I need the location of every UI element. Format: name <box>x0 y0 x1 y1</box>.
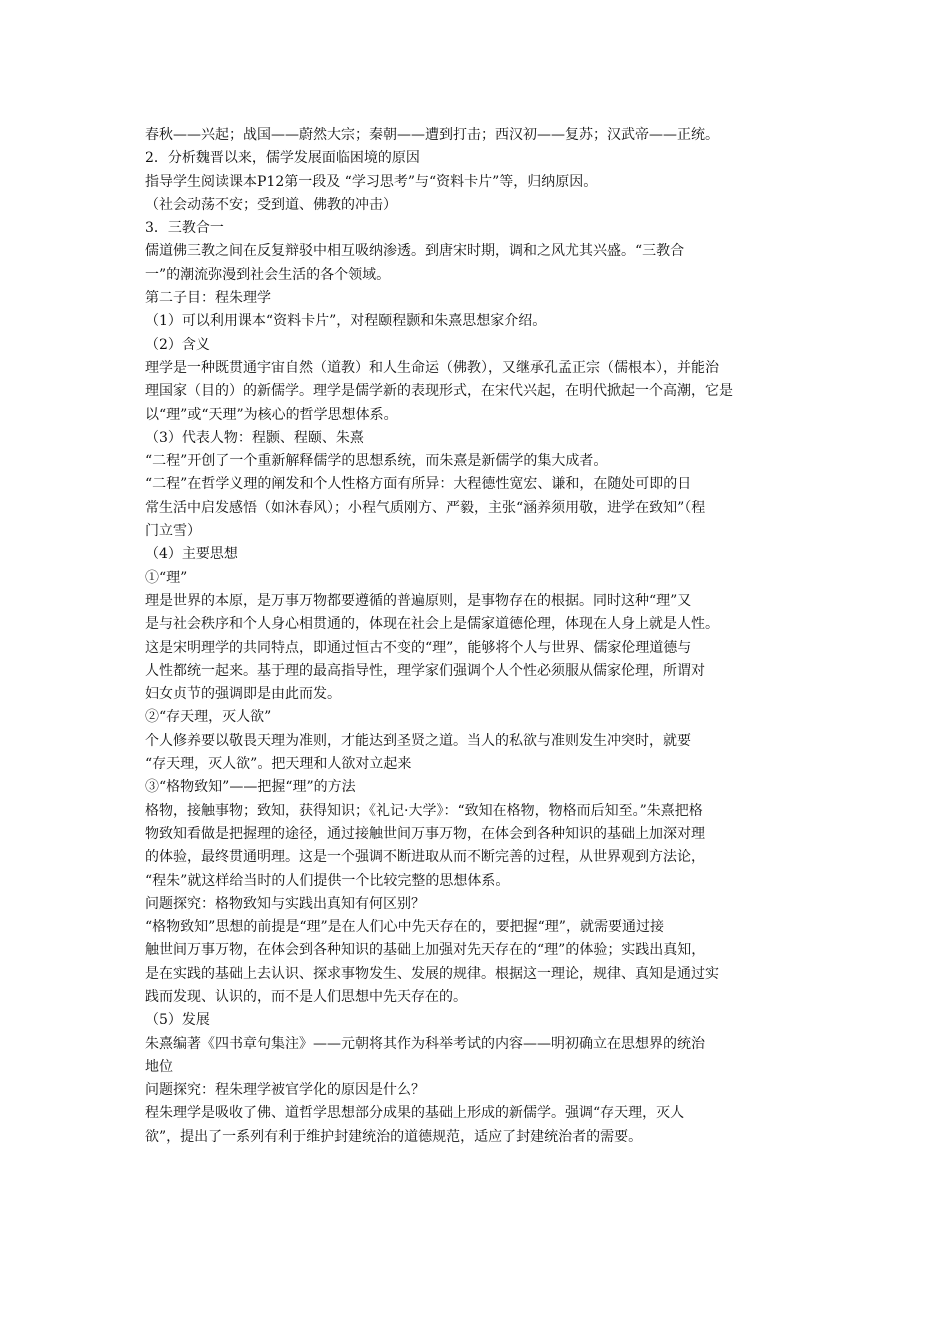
text-line: （3）代表人物：程颢、程颐、朱熹 <box>145 429 364 446</box>
text-line: ①“理” <box>145 569 188 586</box>
text-line: “二程”开创了一个重新解释儒学的思想系统，而朱熹是新儒学的集大成者。 <box>145 453 608 470</box>
text-line: 3．三教合一 <box>145 220 224 237</box>
text-line: （4）主要思想 <box>145 546 238 563</box>
text-line: 问题探究：格物致知与实践出真知有何区别？ <box>145 895 425 912</box>
text-line: 妇女贞节的强调即是由此而发。 <box>145 686 341 703</box>
text-line: （1）可以利用课本“资料卡片”，对程颐程颢和朱熹思想家介绍。 <box>145 313 547 330</box>
text-line: 触世间万事万物，在体会到各种知识的基础上加强对先天存在的“理”的体验；实践出真知， <box>145 942 706 959</box>
text-line: 门立雪） <box>145 523 201 540</box>
text-line: 第二子目：程朱理学 <box>145 290 271 307</box>
text-line: 一”的潮流弥漫到社会生活的各个领域。 <box>145 266 391 283</box>
text-line: “存天理，灭人欲”。把天理和人欲对立起来 <box>145 756 412 773</box>
text-line: 个人修养要以敬畏天理为准则，才能达到圣贤之道。当人的私欲与准则发生冲突时，就要 <box>145 732 691 749</box>
text-line: “格物致知”思想的前提是“理”是在人们心中先天存在的，要把握“理”，就需要通过接 <box>145 919 664 936</box>
text-line: “程朱”就这样给当时的人们提供一个比较完整的思想体系。 <box>145 872 510 889</box>
text-line: 践而发现、认识的，而不是人们思想中先天存在的。 <box>145 988 467 1005</box>
text-line: 欲”，提出了一系列有利于维护封建统治的道德规范，适应了封建统治者的需要。 <box>145 1128 643 1145</box>
text-line: （2）含义 <box>145 336 210 353</box>
text-line: （5）发展 <box>145 1012 210 1029</box>
text-line: ③“格物致知”——把握“理”的方法 <box>145 779 356 796</box>
text-line: 常生活中启发感悟（如沐春风）；小程气质刚方、严毅，主张“涵养须用敬，进学在致知”（程 <box>145 499 706 516</box>
document-page <box>145 124 815 1149</box>
text-line: （社会动荡不安；受到道、佛教的冲击） <box>145 196 397 213</box>
text-line: 2．分析魏晋以来，儒学发展面临困境的原因 <box>145 150 420 167</box>
text-line: 格物，接触事物；致知，获得知识；《礼记·大学》：“致知在格物，物格而后知至。”朱熹把格 <box>145 802 703 819</box>
text-line: 指导学生阅读课本P12第一段及 “学习思考”与“资料卡片”等，归纳原因。 <box>145 173 598 190</box>
text-line: 儒道佛三教之间在反复辩驳中相互吸纳渗透。到唐宋时期，调和之风尤其兴盛。“三教合 <box>145 243 685 260</box>
text-line: 春秋——兴起；战国——蔚然大宗；秦朝——遭到打击；西汉初——复苏；汉武帝——正统。 <box>145 127 719 143</box>
text-line: 物致知看做是把握理的途径，通过接触世间万事万物，在体会到各种知识的基础上加深对理 <box>145 825 705 842</box>
text-line: 人性都统一起来。基于理的最高指导性，理学家们强调个人个性必须服从儒家伦理，所谓对 <box>145 662 705 679</box>
text-line: 是与社会秩序和个人身心相贯通的，体现在社会上是儒家道德伦理，体现在人身上就是人性。 <box>145 616 719 633</box>
text-line: 地位 <box>145 1058 173 1075</box>
text-line: 理国家（目的）的新儒学。理学是儒学新的表现形式，在宋代兴起，在明代掀起一个高潮，它是 <box>145 383 733 400</box>
text-line: ②“存天理，灭人欲” <box>145 709 272 726</box>
text-line: 理学是一种既贯通宇宙自然（道教）和人生命运（佛教），又继承孔孟正宗（儒根本），并能治 <box>145 359 719 376</box>
text-line: 是在实践的基础上去认识、探求事物发生、发展的规律。根据这一理论，规律、真知是通过实 <box>145 965 719 982</box>
text-line: “二程”在哲学义理的阐发和个人性格方面有所异：大程德性宽宏、谦和，在随处可即的日 <box>145 476 692 493</box>
text-line: 的体验，最终贯通明理。这是一个强调不断进取从而不断完善的过程，从世界观到方法论， <box>145 849 705 866</box>
text-line: 这是宋明理学的共同特点，即通过恒古不变的“理”，能够将个人与世界、儒家伦理道德与 <box>145 639 692 656</box>
text-line: 问题探究：程朱理学被官学化的原因是什么？ <box>145 1082 425 1099</box>
text-line: 朱熹编著《四书章句集注》——元朝将其作为科举考试的内容——明初确立在思想界的统治 <box>145 1035 705 1052</box>
text-line: 以“理”或“天理”为核心的哲学思想体系。 <box>145 406 398 423</box>
text-line: 程朱理学是吸收了佛、道哲学思想部分成果的基础上形成的新儒学。强调“存天理，灭人 <box>145 1105 685 1122</box>
text-line: 理是世界的本原，是万事万物都要遵循的普遍原则，是事物存在的根据。同时这种“理”又 <box>145 592 692 609</box>
